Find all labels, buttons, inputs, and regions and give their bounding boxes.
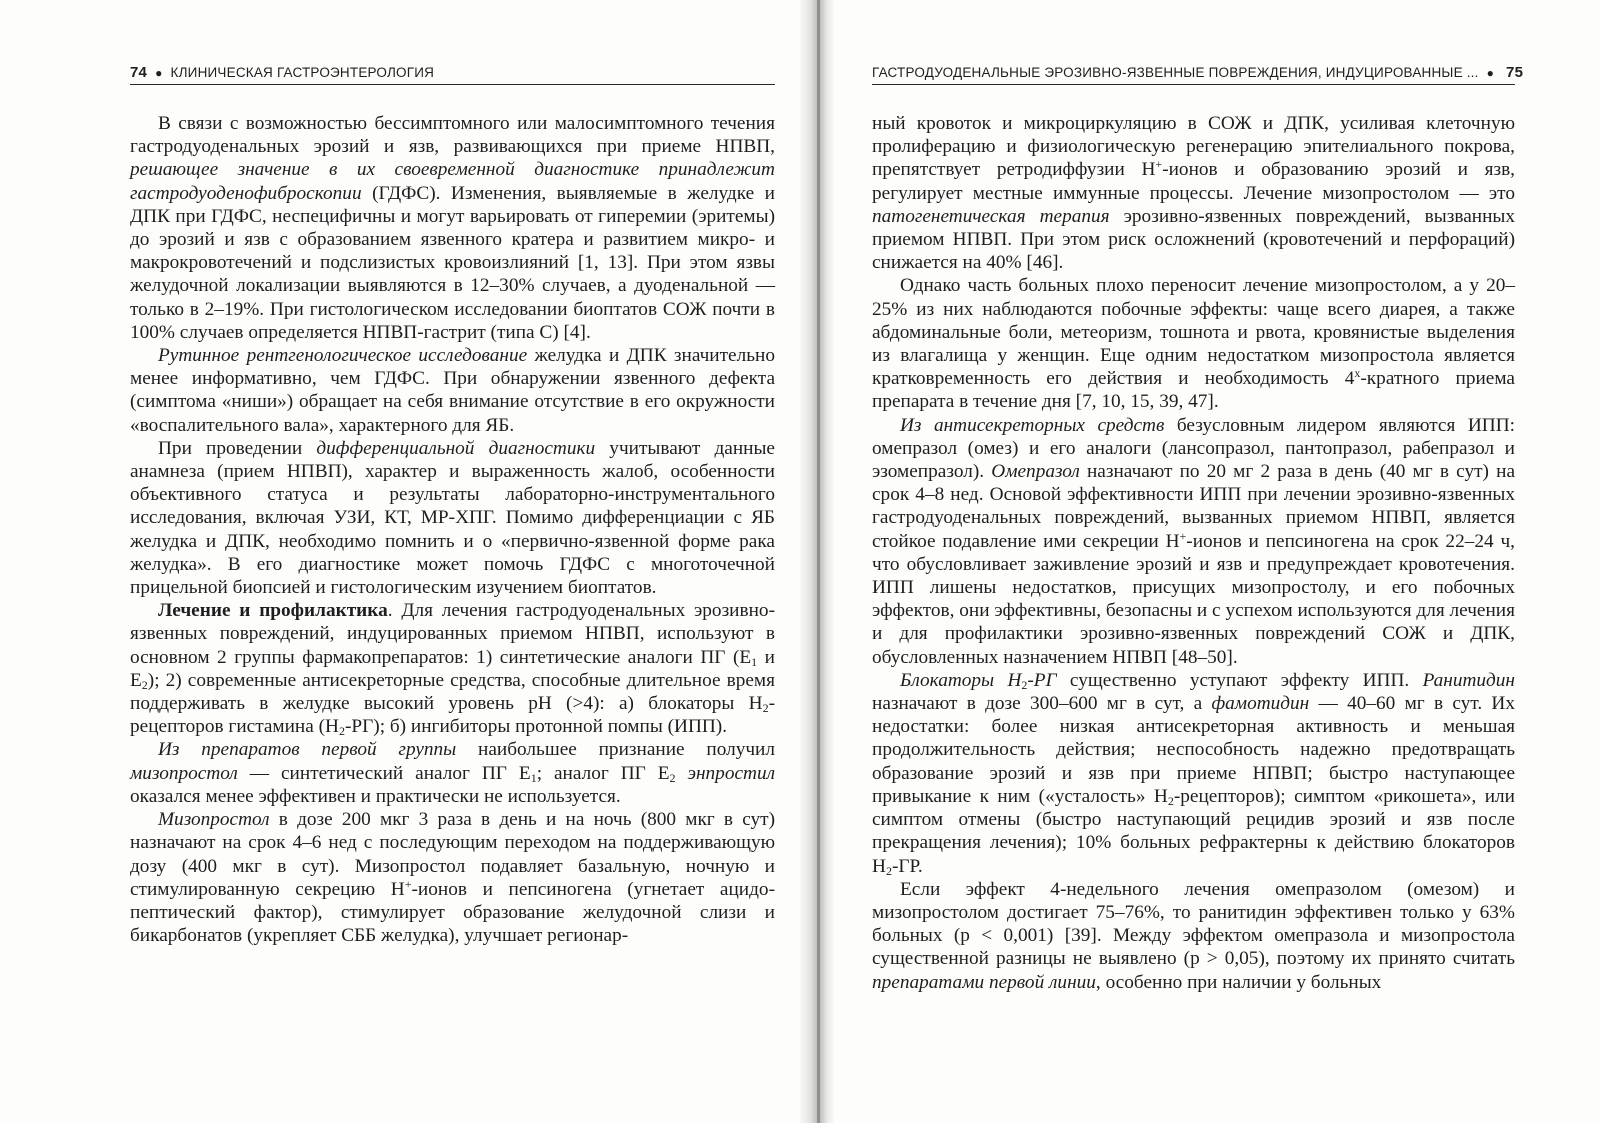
paragraph	[872, 274, 1515, 413]
right-page	[872, 0, 1524, 1123]
italic-text: фамотидин	[1211, 693, 1310, 715]
subscript: 2	[141, 677, 148, 692]
text-run: безусловным лидером являются ИПП: омепразол (омез) и его аналоги (лансопразол, пантопразол, рабепразол и эзомепразол).	[872, 414, 1515, 483]
paragraph	[130, 437, 775, 599]
subscript: 2	[1021, 677, 1028, 692]
left-page-number: 74	[130, 64, 148, 81]
right-page-body	[872, 112, 1515, 994]
text-run: желудка и ДПК значительно менее информативно, чем ГДФС. При обнаружении язвенного дефекта (симптома «ниши») обращает на себя внимание отсутствие в его окружности «воспалительного вала», характерного для ЯБ.	[130, 345, 775, 436]
paragraph	[872, 878, 1515, 994]
text-run: В связи с возможностью бессимптомного или малосимптомного течения гастродуоденальных эрозий и язв, развивающихся при приеме НПВП,	[130, 113, 775, 158]
superscript: х	[1354, 366, 1361, 381]
text-run: и Е	[130, 646, 775, 691]
italic-text: Из препаратов первой группы	[158, 739, 457, 761]
left-running-head	[130, 64, 775, 85]
text-run: эрозивно-язвенных повреждений, вызванных приемом НПВП. При этом риск осложнений (кровотечений и перфораций) снижается на 40% [46].	[872, 205, 1515, 274]
italic-text: Из антисекреторных средств	[900, 414, 1165, 436]
italic-text: энпростил	[687, 762, 775, 784]
paragraph	[130, 808, 775, 947]
superscript: +	[1179, 528, 1187, 543]
subscript: 2	[885, 863, 892, 878]
subscript: 2	[338, 724, 345, 739]
text-run: -ионов и образованию эрозий и язв, регулирует местные иммунные процессы. Лечение мизопростолом — это	[872, 159, 1515, 204]
superscript: +	[1155, 157, 1163, 172]
subscript: 2	[669, 770, 676, 785]
text-run: ный кровоток и микроциркуляцию в СОЖ и ДПК, усиливая клеточную пролиферацию и физиологическую регенерацию эпителиального покрова, препятствует ретродиффузии Н	[872, 113, 1515, 181]
subscript: 1	[530, 770, 537, 785]
italic-text: мизопростол	[130, 762, 238, 784]
text-run: оказался менее эффективен и практически не используется.	[130, 785, 621, 807]
text-run: существенно уступают эффекту ИПП.	[1056, 669, 1423, 691]
paragraph	[872, 669, 1515, 878]
paragraph	[130, 112, 775, 344]
text-run: в дозе 200 мкг 3 раза в день и на ночь (800 мкг в сут) назначают на срок 4–6 нед с последующим переходом на поддерживающую дозу (400 мкг в сут). Мизопростол подавляет базальную, ночную и стимулированную секрецию Н	[130, 809, 775, 900]
text-run: — 40–60 мг в сут. Их недостатки: более низкая антисекреторная активность и меньшая продолжительность действия; неспособность надежно предотвращать образование эрозий и язв при приеме НПВП; быстро наступающее привыкание к ним («усталость» Н	[872, 693, 1515, 807]
subscript: 2	[762, 701, 769, 716]
text-run: , особенно при наличии у больных	[1095, 971, 1382, 993]
text-run: учитывают данные анамнеза (прием НПВП), характер и выраженность жалоб, особенности объективного статуса и результаты лабораторно-инструментального исследования, включая УЗИ, КТ, МР-ХПГ. Помимо дифференциации с ЯБ желудка и ДПК, необходимо помнить и о «первично-язвенной форме рака желудка». В его диагностике может помочь ГДФС с многоточечной прицельной биопсией и гистологическим изучением биоптатов.	[130, 437, 775, 599]
italic-text: решающее значение в их своевременной диагностике принадлежит гастродуоденофиброскопии	[130, 159, 775, 204]
text-run: . Для лечения гастродуоденальных эрозивно-язвенных повреждений, индуцированных приемом НПВП, используют в основном 2 группы фармакопрепаратов: 1) синтетические аналоги ПГ (Е	[130, 600, 775, 668]
paragraph	[872, 112, 1515, 274]
right-page-number: 75	[1506, 64, 1524, 81]
text-run: Если эффект 4-недельного лечения омепразолом (омезом) и мизопростолом достигает 75–76%, то ранитидин эффективен только у 63% больных (p < 0,001) [39]. Между эффектом омепразола и мизопростола существенной разницы не выявлено (p > 0,05), поэтому их принято считать	[872, 878, 1515, 970]
left-running-title: КЛИНИЧЕСКАЯ ГАСТРОЭНТЕРОЛОГИЯ	[170, 65, 435, 80]
superscript: +	[404, 876, 412, 891]
text-run: -ГР.	[891, 855, 923, 877]
text-run: -РГ); б) ингибиторы протонной помпы (ИПП).	[344, 716, 728, 738]
text-run: назначают в дозе 300–600 мг в сут, а	[872, 693, 1212, 715]
italic-text: -РГ	[1027, 669, 1057, 691]
italic-text: Омепразол	[991, 461, 1080, 483]
bullet-separator-icon: ●	[155, 66, 163, 80]
text-run: — синтетический аналог ПГ Е	[237, 762, 531, 784]
subscript: 2	[1167, 793, 1174, 808]
text-run: ); 2) современные антисекреторные средства, способные длительное время поддерживать в желудке высокий уровень рН (>4): а) блокаторы Н	[130, 669, 775, 715]
italic-text: Рутинное рентгенологическое исследование	[158, 345, 528, 367]
text-run: наибольшее признание получил	[456, 739, 775, 761]
right-running-head	[872, 64, 1524, 85]
book-spine-line	[817, 0, 820, 1123]
italic-text: патогенетическая терапия	[872, 205, 1110, 227]
subscript: 1	[751, 654, 758, 669]
text-run: Однако часть больных плохо переносит лечение мизопростолом, а у 20–25% из них наблюдаются побочные эффекты: чаще всего диарея, а также абдоминальные боли, метеоризм, тошнота и рвота, кровянистые выделения из влагалища у женщин. Еще одним недостатком мизопростола является кратковременность его действия и необходимость 4	[872, 275, 1515, 390]
left-page	[130, 0, 775, 1123]
bullet-separator-icon: ●	[1486, 66, 1495, 80]
text-run: -рецепторов гистамина (Н	[130, 693, 775, 738]
text-run: -рецепторов); симптом «рикошета», или симптом отмены (быстро наступающий рецидив эрозий и язв после прекращения лечения); 10% больных рефрактерны к действию блокаторов Н	[872, 785, 1515, 877]
italic-text: Ранитидин	[1422, 669, 1515, 691]
text-run	[676, 763, 688, 784]
paragraph	[130, 344, 775, 437]
text-run: -кратного приема препарата в течение дня [7, 10, 15, 39, 47].	[872, 368, 1515, 413]
italic-text: дифференциальной диагностики	[316, 437, 596, 459]
paragraph	[130, 738, 775, 808]
text-run: -ионов и пепсиногена на срок 22–24 ч, что обусловливает заживление эрозий и язв и предупреждает кровотечения. ИПП лишены недостатков, присущих мизопростолу, и его побочных эффектов, они эффективны, безопасны и с успехом используются для лечения и для профилактики эрозивно-язвенных повреждений СОЖ и ДПК, обусловленных назначением НПВП [48–50].	[872, 530, 1515, 668]
italic-text: Мизопростол	[158, 809, 270, 831]
italic-text: Блокаторы Н	[900, 669, 1022, 691]
paragraph	[872, 414, 1515, 669]
text-run: При проведении	[158, 437, 317, 459]
text-run: ; аналог ПГ Е	[536, 762, 670, 784]
text-run: (ГДФС). Изменения, выявляемые в желудке и ДПК при ГДФС, неспецифичны и могут варьировать от гиперемии (эритемы) до эрозий и язв с образованием язвенного кратера и развитием микро- и макрокровотечений и подслизистых кровоизлияний [1, 13]. При этом язвы желудочной локализации выявляются в 12–30% случаев, а дуоденальной — только в 2–19%. При гистологическом исследовании биоптатов СОЖ почти в 100% случаев определяется НПВП-гастрит (типа С) [4].	[130, 182, 775, 343]
right-running-title: ГАСТРОДУОДЕНАЛЬНЫЕ ЭРОЗИВНО-ЯЗВЕННЫЕ ПОВРЕЖДЕНИЯ, ИНДУЦИРОВАННЫЕ ...	[872, 65, 1479, 80]
bold-text: Лечение и профилактика	[158, 600, 388, 622]
text-run: -ионов и пепсиногена (угнетает ацидо-пептический фактор), стимулирует образование желудочной слизи и бикарбонатов (укрепляет СББ желудка), улучшает регионар-	[130, 878, 775, 947]
italic-text: препаратами первой линии	[872, 971, 1096, 993]
left-page-body	[130, 112, 775, 947]
text-run: назначают по 20 мг 2 раза в день (40 мг в сут) на срок 4–8 нед. Основой эффективности ИПП при лечении эрозивно-язвенных гастродуоденальных повреждений, вызванных приемом НПВП, является стойкое подавление ими секреции Н	[872, 461, 1516, 552]
paragraph	[130, 599, 775, 738]
